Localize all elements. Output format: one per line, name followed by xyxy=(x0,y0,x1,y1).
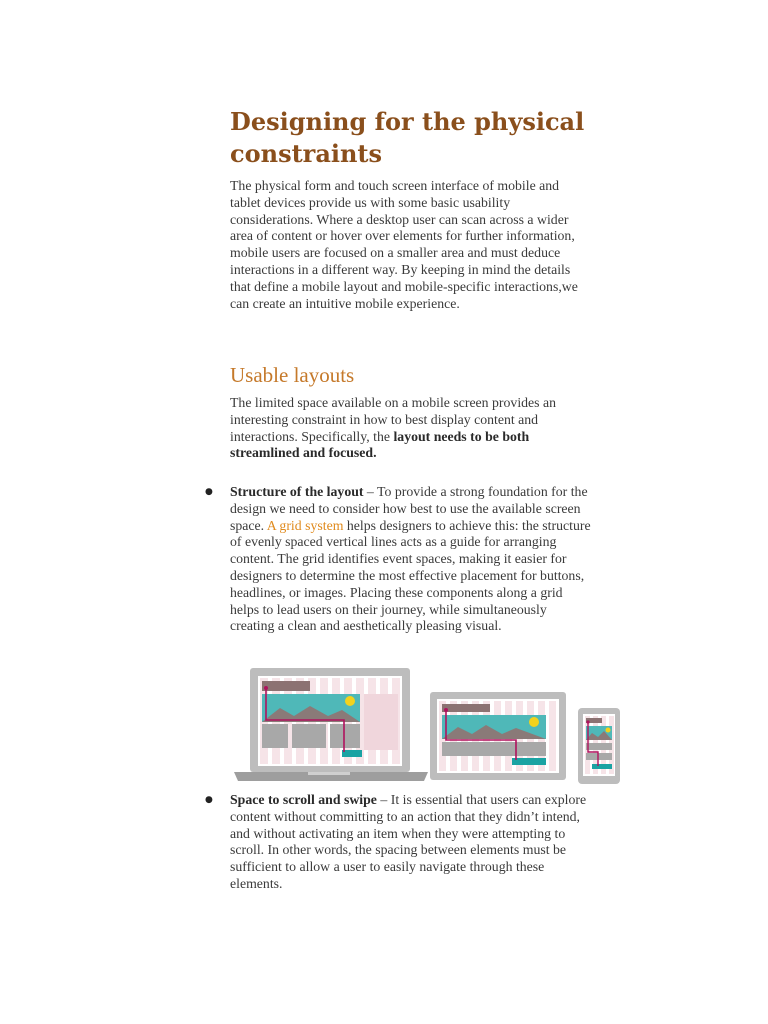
list-item-body: helps designers to achieve this: the structure of evenly spaced vertical lines acts as a guide for arranging content. The grid identifies event spaces, making it easier for designers to determine the most effective placement for buttons, headlines, or images. Placing these components along a grid helps to lead users on their journey, while simultaneously creating a clean and aesthetically pleasing visual. xyxy=(230,517,591,634)
list-item-text xyxy=(230,484,592,635)
list-item-text xyxy=(230,792,592,893)
list-item xyxy=(205,484,592,635)
list-item-body: – It is essential that users can explore content without committing to an action that they didn’t intend, and without activating an item when they were attempting to scroll. In other words, the spacing between elements must be sufficient to allow a user to easily navigate through these elements. xyxy=(230,792,587,891)
grid-system-link[interactable]: A grid system xyxy=(266,517,344,533)
section-heading: Usable layouts xyxy=(230,363,355,387)
list-item xyxy=(205,792,592,893)
intro-paragraph: The physical form and touch screen interface of mobile and tablet devices provide us with some basic usability considerations. Where a desktop user can scan across a wider area of content or hover over elements for further information, mobile users are focused on a smaller area and must deduce interactions in a different way. By keeping in mind the details that define a mobile layout and mobile-specific interactions,we can create an intuitive mobile experience. xyxy=(230,178,578,311)
responsive-devices-illustration xyxy=(232,668,622,784)
bullet-icon: ● xyxy=(205,795,213,805)
laptop-icon xyxy=(234,668,428,781)
bullet-icon: ● xyxy=(205,487,213,497)
list-item-title: Space to scroll and swipe xyxy=(230,792,377,807)
section-paragraph-bold: layout needs to be both streamlined and focused. xyxy=(230,428,530,461)
section-paragraph xyxy=(230,395,570,462)
page-title: Designing for the physical constraints xyxy=(230,107,585,168)
list-item-body: – To provide a strong foundation for the design we need to consider how best to use the available screen space. xyxy=(230,484,588,533)
tablet-icon xyxy=(430,692,566,780)
phone-icon xyxy=(578,708,620,784)
section-paragraph-text: The limited space available on a mobile screen provides an interesting constraint in how to best display content and interactions. Specifically, the xyxy=(230,395,557,444)
list-item-title: Structure of the layout xyxy=(230,484,364,499)
